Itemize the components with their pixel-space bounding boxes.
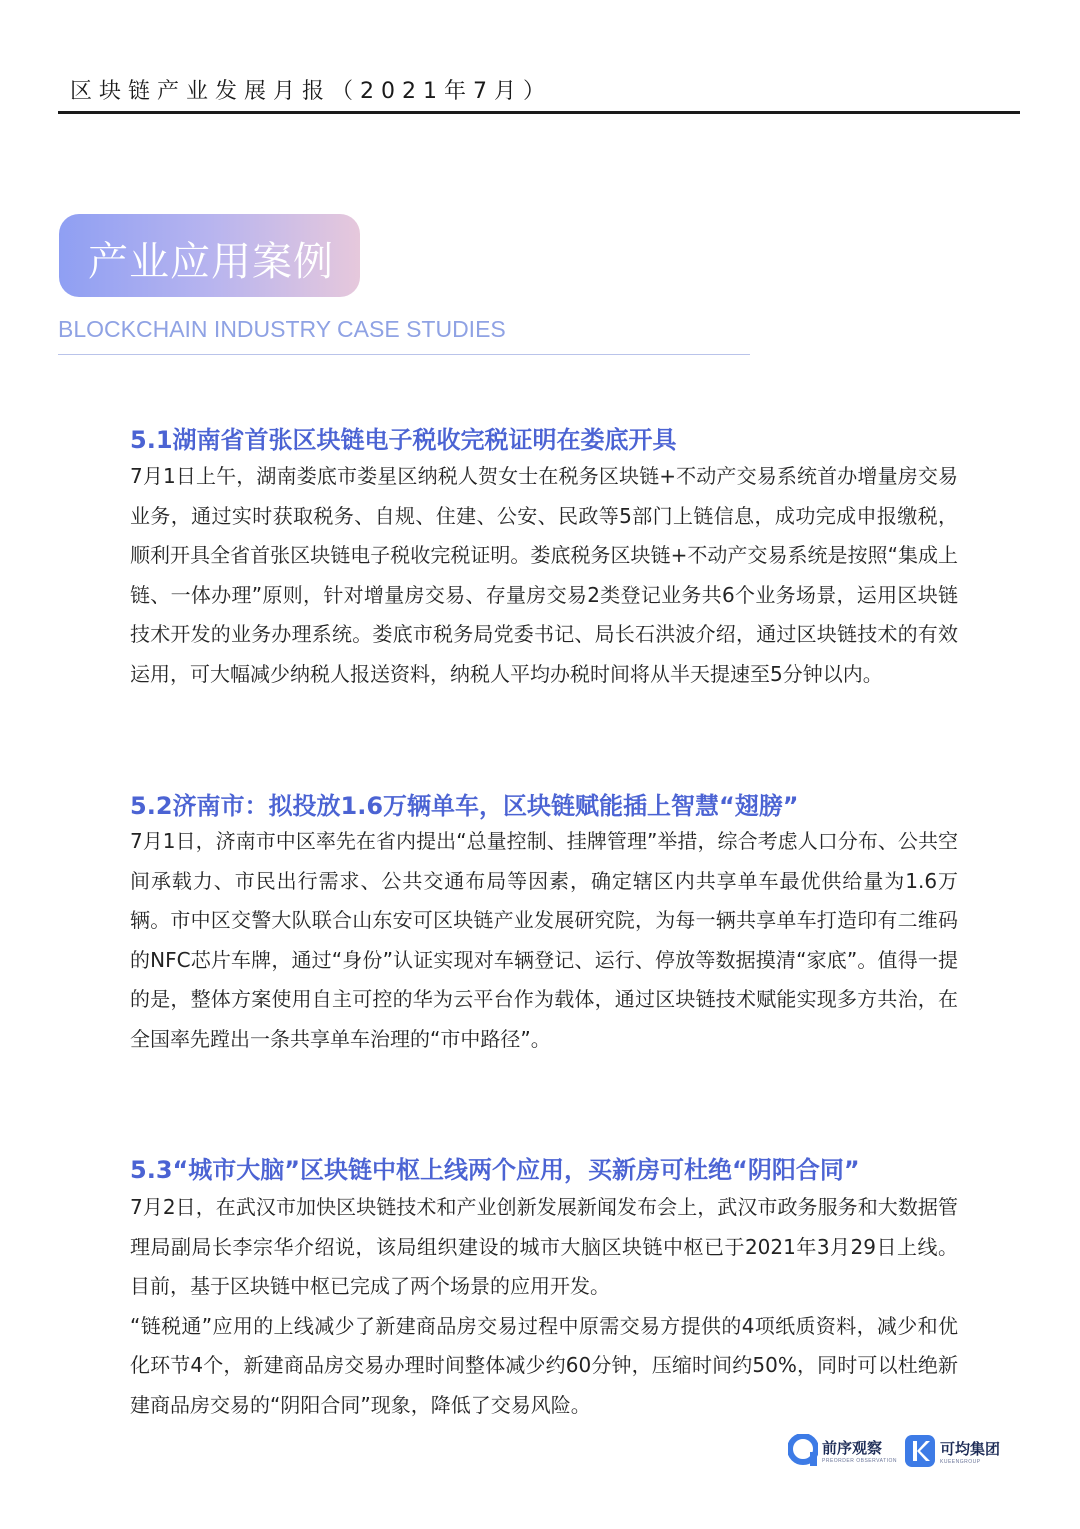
kueen-logo-name: 可均集团 bbox=[940, 1439, 1001, 1458]
report-title: 区块链产业发展月报（2021年7月） bbox=[70, 79, 552, 104]
preorder-logo bbox=[788, 1434, 897, 1466]
article-body-5-1 bbox=[130, 457, 958, 694]
article-heading-5-2: 5.2济南市：拟投放1.6万辆单车，区块链赋能插上智慧“翅膀” bbox=[130, 792, 799, 820]
kueen-logo-sub: KUEENGROUP bbox=[940, 1458, 981, 1465]
paragraph: 7月2日，在武汉市加快区块链技术和产业创新发展新闻发布会上，武汉市政务服务和大数据管理局副局长李宗华介绍说，该局组织建设的城市大脑区块链中枢已于2021年3月29日上线。目前，基于区块链中枢已完成了两个场景的应用开发。 bbox=[130, 1195, 958, 1298]
preorder-logo-name: 前序观察 bbox=[822, 1438, 883, 1457]
paragraph: “链税通”应用的上线减少了新建商品房交易过程中原需交易方提供的4项纸质资料，减少和优化环节4个，新建商品房交易办理时间整体减少约60分钟，压缩时间约50%，同时可以杜绝新建商品房交易的“阴阳合同”现象，降低了交易风险。 bbox=[130, 1313, 958, 1417]
footer-logos bbox=[788, 1434, 1018, 1498]
article-heading-5-3: 5.3“城市大脑”区块链中枢上线两个应用，买新房可杜绝“阴阳合同” bbox=[130, 1156, 860, 1184]
section-subtitle: BLOCKCHAIN INDUSTRY CASE STUDIES bbox=[58, 316, 506, 342]
kueen-logo bbox=[904, 1434, 1000, 1468]
header-divider bbox=[58, 111, 1020, 114]
section-title: 产业应用案例 bbox=[88, 239, 334, 285]
preorder-logo-icon bbox=[788, 1434, 818, 1466]
preorder-logo-sub: PREORDER OBSERVATION bbox=[822, 1457, 898, 1464]
paragraph: 7月1日，济南市中区率先在省内提出“总量控制、挂牌管理”举措，综合考虑人口分布、公共空间承载力、市民出行需求、公共交通布局等因素，确定辖区内共享单车最优供给量为1.6万辆。市中区交警大队联合山东安可区块链产业发展研究院，为每一辆共享单车打造印有二维码的NFC芯片车牌，通过“身份”认证实现对车辆登记、运行、停放等数据摸清“家底”。值得一提的是，整体方案使用自主可控的华为云平台作为载体，通过区块链技术赋能实现多方共治，在全国率先蹚出一条共享单车治理的“市中路径”。 bbox=[130, 829, 958, 1051]
article-body-5-2 bbox=[130, 822, 958, 1059]
section-divider bbox=[58, 354, 750, 355]
article-heading-5-1: 5.1湖南省首张区块链电子税收完税证明在娄底开具 bbox=[130, 426, 677, 454]
article-body-5-3 bbox=[130, 1188, 958, 1425]
paragraph: 7月1日上午，湖南娄底市娄星区纳税人贺女士在税务区块链+不动产交易系统首办增量房交易业务，通过实时获取税务、自规、住建、公安、民政等5部门上链信息，成功完成申报缴税，顺利开具全省首张区块链电子税收完税证明。娄底税务区块链+不动产交易系统是按照“集成上链、一体办理”原则，针对增量房交易、存量房交易2类登记业务共6个业务场景，运用区块链技术开发的业务办理系统。娄底市税务局党委书记、局长石洪波介绍，通过区块链技术的有效运用，可大幅减少纳税人报送资料，纳税人平均办税时间将从半天提速至5分钟以内。 bbox=[130, 464, 958, 686]
kueen-logo-icon bbox=[904, 1434, 936, 1468]
